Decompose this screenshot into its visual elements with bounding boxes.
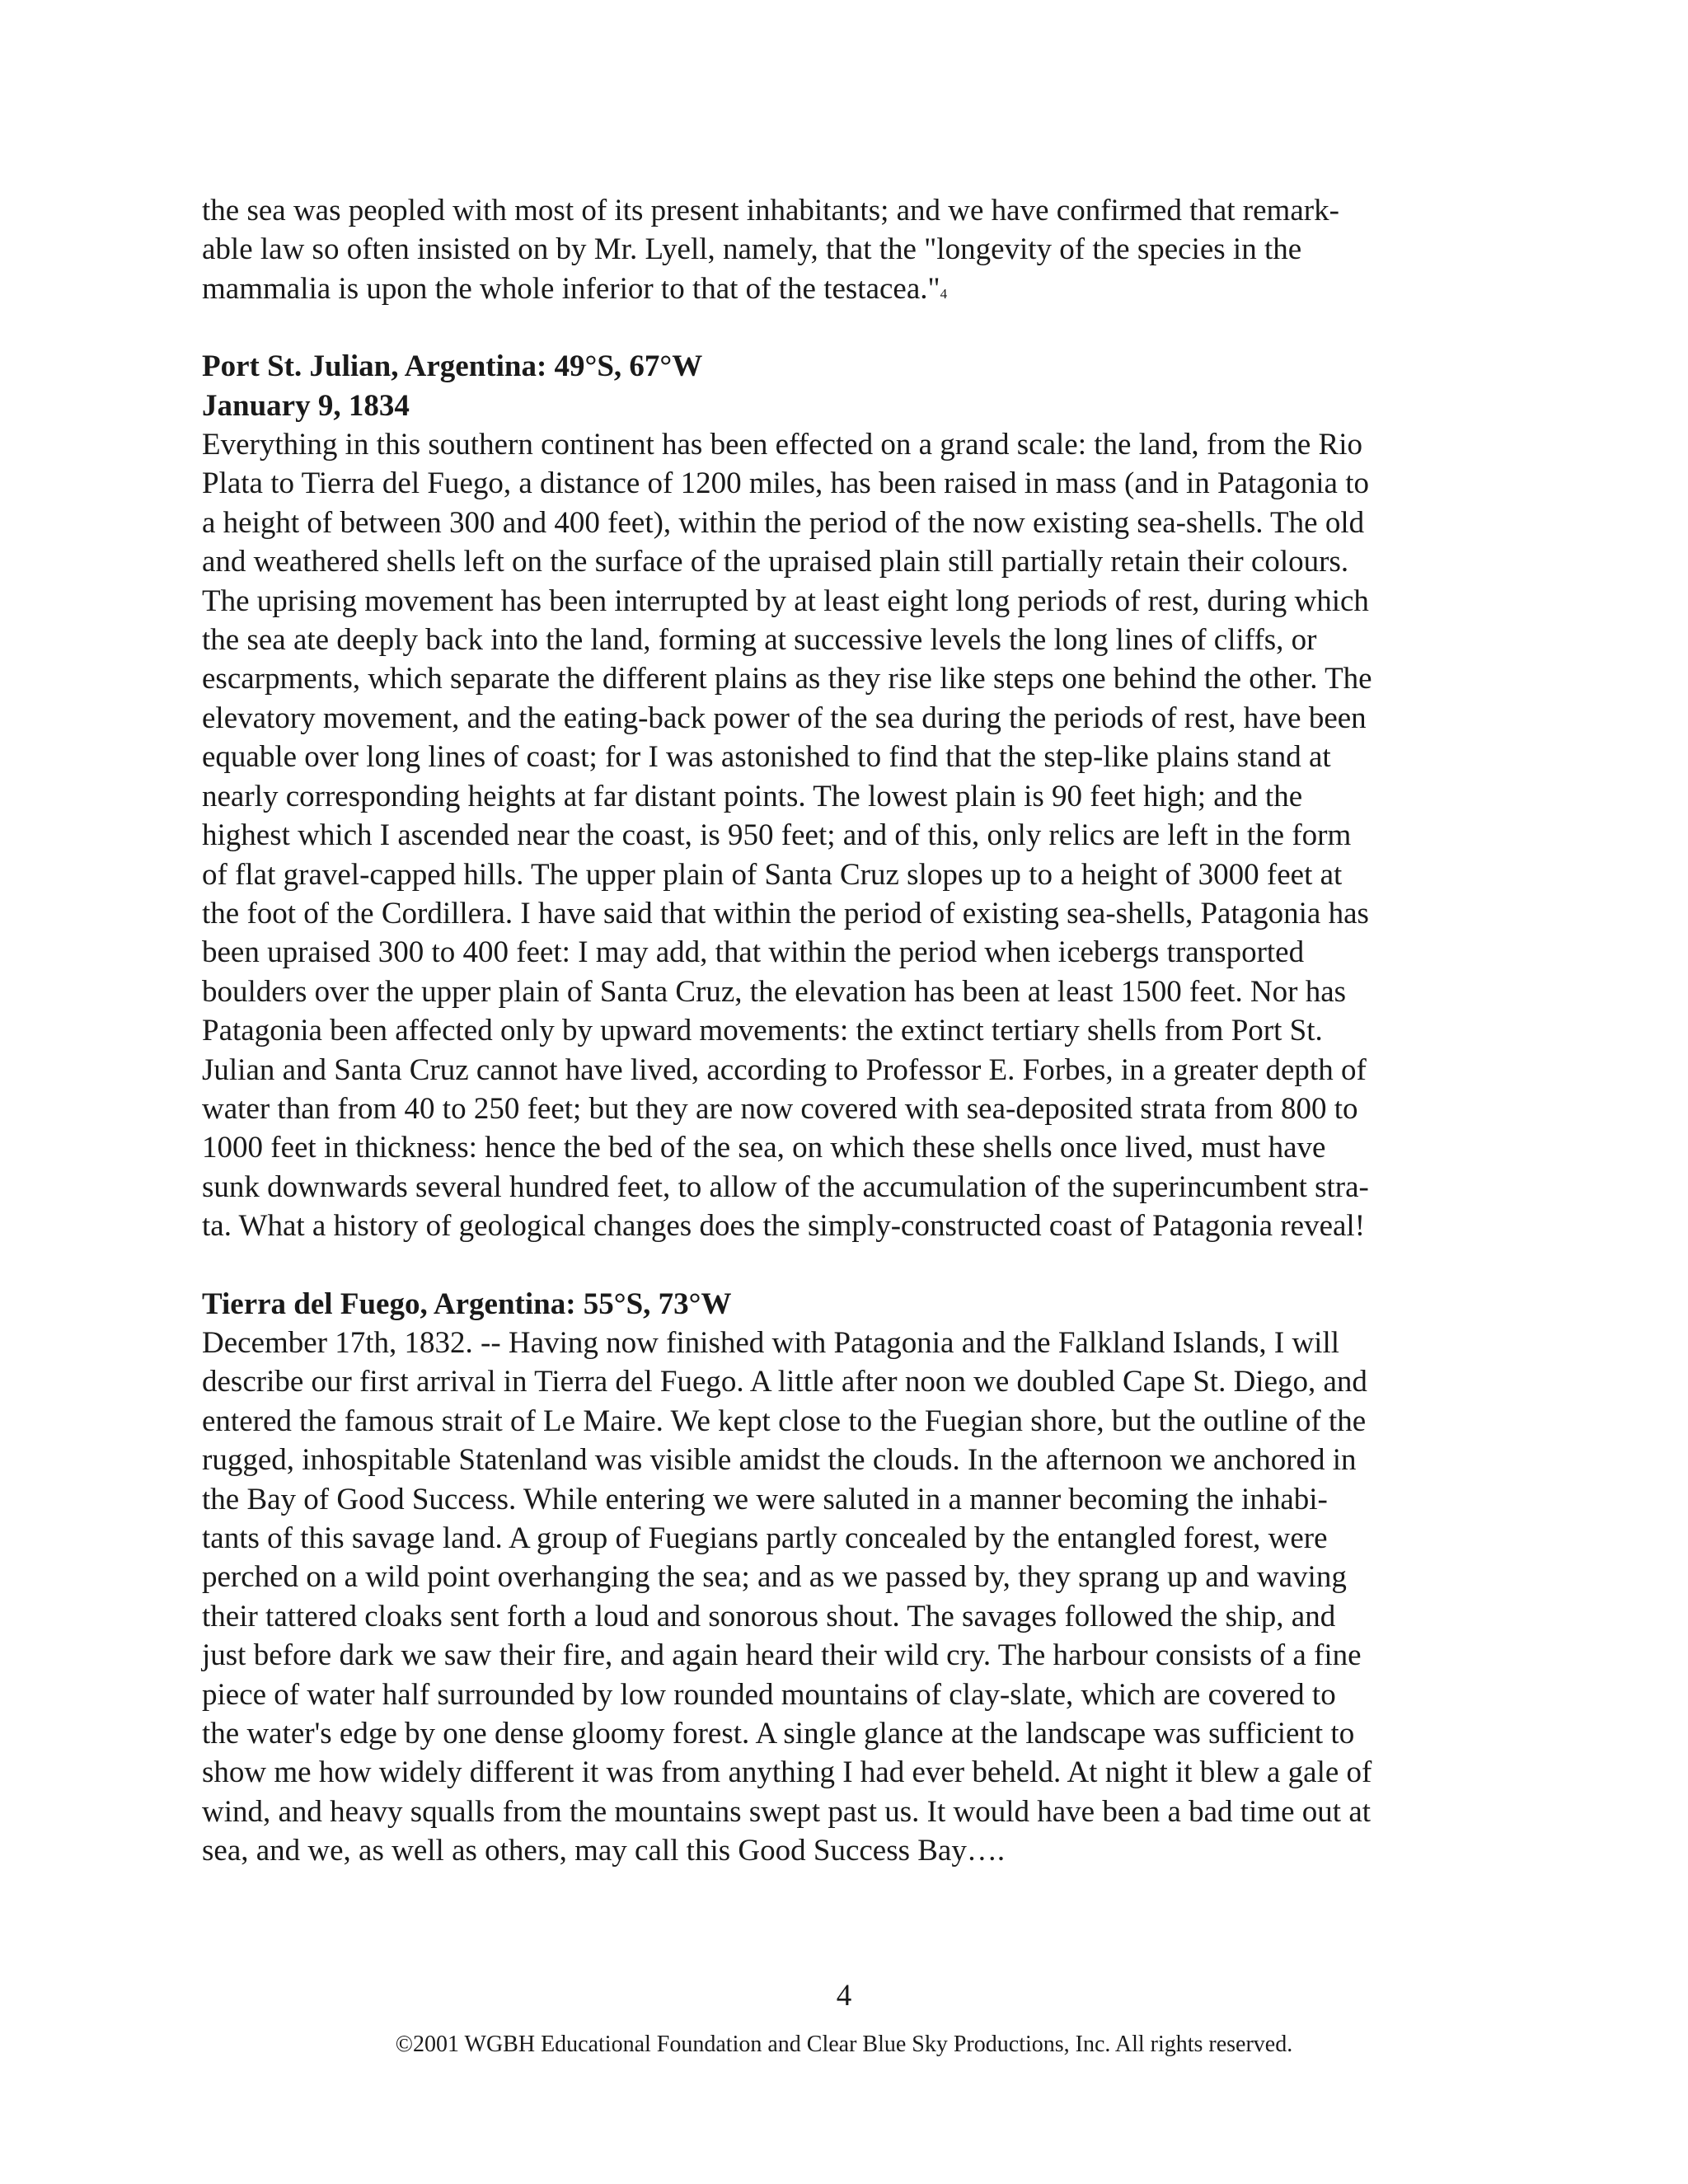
text-line: equable over long lines of coast; for I was astonished to find that the step-like plains stand at [202,740,1331,775]
text-line: been upraised 300 to 400 feet: I may add, that within the period when icebergs transported [202,935,1305,970]
text-line: show me how widely different it was from anything I had ever beheld. At night it blew a gale of [202,1755,1372,1790]
text-line: The uprising movement has been interrupted by at least eight long periods of rest, during which [202,583,1369,618]
section-date: January 9, 1834 [202,388,410,423]
document-page [202,191,1488,1871]
text-line: Everything in this southern continent has been effected on a grand scale: the land, from the Rio [202,428,1362,462]
text-line [202,269,1488,308]
text-line: of flat gravel-capped hills. The upper plain of Santa Cruz slopes up to a height of 3000 feet at [202,857,1343,892]
text-line: the sea ate deeply back into the land, forming at successive levels the long lines of cliffs, or [202,623,1317,658]
text-line: highest which I ascended near the coast, is 950 feet; and of this, only relics are left in the form [202,818,1352,853]
text-line: sunk downwards several hundred feet, to allow of the accumulation of the superincumbent stra- [202,1169,1369,1204]
text-line: elevatory movement, and the eating-back power of the sea during the periods of rest, have been [202,701,1367,735]
text-line: boulders over the upper plain of Santa Cruz, the elevation has been at least 1500 feet. Nor has [202,974,1347,1009]
text-line: the Bay of Good Success. While entering we were saluted in a manner becoming the inhabi- [202,1482,1328,1516]
text-line: the sea was peopled with most of its present inhabitants; and we have confirmed that remark- [202,194,1339,227]
text-line: describe our first arrival in Tierra del Fuego. A little after noon we doubled Cape St. Diego, and [202,1365,1367,1399]
intro-paragraph [202,191,1488,308]
paragraph-gap [202,308,1488,347]
text-line: able law so often insisted on by Mr. Lyell, namely, that the "longevity of the species in the [202,232,1302,267]
footnote-marker: 4 [940,285,948,302]
section-heading-tierra-del-fuego: Tierra del Fuego, Argentina: 55°S, 73°W [202,1286,732,1321]
text-line: Julian and Santa Cruz cannot have lived, according to Professor E. Forbes, in a greater depth of [202,1052,1367,1087]
text-line: entered the famous strait of Le Maire. We kept close to the Fuegian shore, but the outline of the [202,1404,1367,1438]
text-line: Patagonia been affected only by upward movements: the extinct tertiary shells from Port St. [202,1014,1323,1048]
text-line: wind, and heavy squalls from the mountains swept past us. It would have been a bad time out at [202,1794,1372,1829]
text-line: the foot of the Cordillera. I have said that within the period of existing sea-shells, Patagonia has [202,896,1369,930]
page-number: 4 [836,1979,852,2013]
text-line: 1000 feet in thickness: hence the bed of the sea, on which these shells once lived, must have [202,1131,1326,1165]
copyright-footer: ©2001 WGBH Educational Foundation and Clear Blue Sky Productions, Inc. All rights reserved. [395,2032,1293,2057]
text-line: December 17th, 1832. -- Having now finished with Patagonia and the Falkland Islands, I will [202,1325,1340,1360]
text-line: and weathered shells left on the surface of the upraised plain still partially retain their colours. [202,545,1349,579]
text-line: their tattered cloaks sent forth a loud and sonorous shout. The savages followed the ship, and [202,1599,1336,1633]
text-line: Plata to Tierra del Fuego, a distance of 1200 miles, has been raised in mass (and in Patagonia to [202,466,1369,501]
text-line: sea, and we, as well as others, may call this Good Success Bay…. [202,1834,1006,1868]
section-paragraph-tierra-del-fuego [202,1324,1488,1871]
text-line: nearly corresponding heights at far distant points. The lowest plain is 90 feet high; and the [202,779,1303,813]
text-line: rugged, inhospitable Statenland was visible amidst the clouds. In the afternoon we anchored in [202,1443,1357,1478]
text-line: ta. What a history of geological changes does the simply-constructed coast of Patagonia reveal! [202,1209,1366,1244]
section-paragraph-port-st-julian [202,425,1488,1246]
text-line: water than from 40 to 250 feet; but they are now covered with sea-deposited strata from 800 to [202,1091,1358,1126]
text-line: piece of water half surrounded by low rounded mountains of clay-slate, which are covered to [202,1677,1336,1712]
text-line: the water's edge by one dense gloomy forest. A single glance at the landscape was sufficient to [202,1717,1355,1751]
paragraph-gap [202,1246,1488,1285]
text-line: tants of this savage land. A group of Fuegians partly concealed by the entangled forest, were [202,1521,1328,1555]
text-line-content: mammalia is upon the whole inferior to that of the testacea." [202,271,940,306]
text-line: just before dark we saw their fire, and again heard their wild cry. The harbour consists of a fine [202,1638,1362,1673]
text-line: escarpments, which separate the different plains as they rise like steps one behind the other. The [202,662,1372,696]
section-heading-port-st-julian: Port St. Julian, Argentina: 49°S, 67°W [202,349,703,384]
text-line: a height of between 300 and 400 feet), within the period of the now existing sea-shells. The old [202,505,1365,540]
text-line: perched on a wild point overhanging the sea; and as we passed by, they sprang up and waving [202,1560,1347,1595]
